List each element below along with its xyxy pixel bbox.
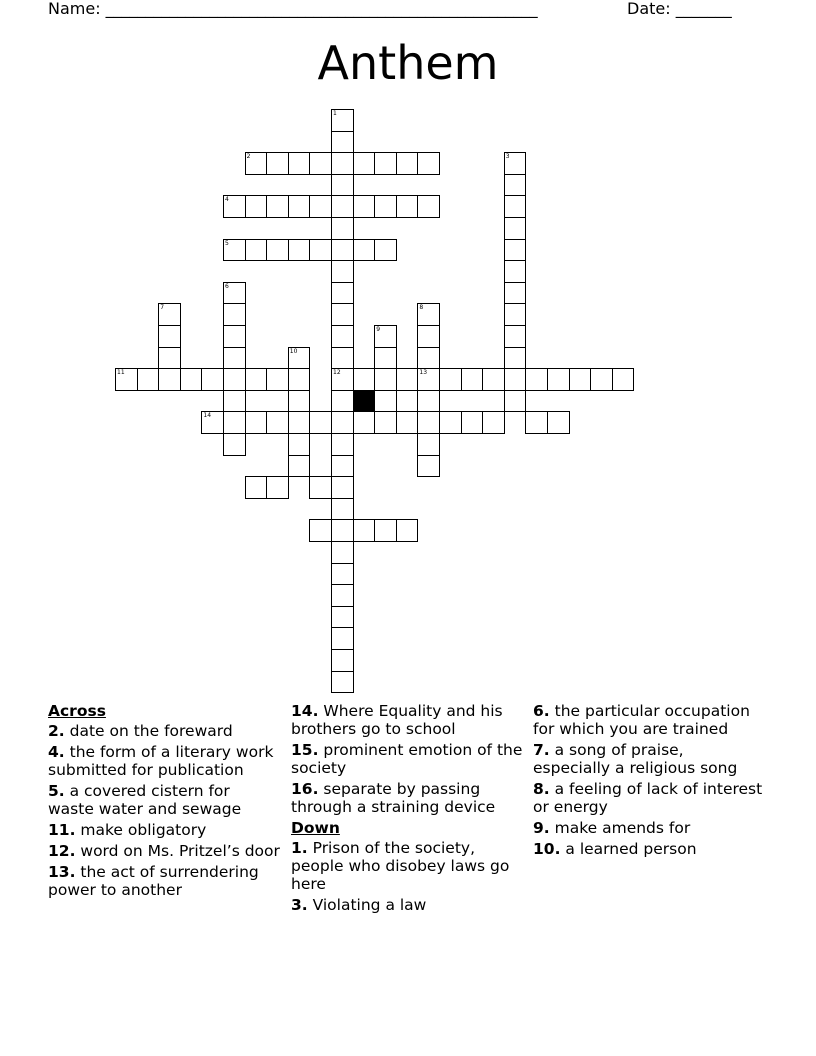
grid-cell[interactable]	[547, 368, 570, 391]
clue-number: 12	[333, 369, 341, 377]
grid-cell[interactable]	[331, 152, 354, 175]
clue-number: 5	[225, 239, 229, 247]
grid-cell[interactable]	[266, 368, 289, 391]
grid-cell[interactable]	[309, 239, 332, 262]
grid-cell[interactable]	[504, 325, 527, 348]
grid-cell[interactable]	[374, 325, 397, 348]
grid-cell[interactable]	[525, 368, 548, 391]
clue-down-1: 1. Prison of the society, people who disobey laws go here	[291, 839, 510, 893]
clue-across-16: 16. separate by passing through a straining device	[291, 780, 496, 816]
grid-cell[interactable]	[417, 325, 440, 348]
grid-cell[interactable]	[331, 368, 354, 391]
grid-cell[interactable]	[396, 519, 419, 542]
grid-cell[interactable]	[353, 195, 376, 218]
clue-across-14: 14. Where Equality and his brothers go to school	[291, 702, 503, 738]
grid-cell[interactable]	[417, 368, 440, 391]
grid-cell[interactable]	[612, 368, 635, 391]
grid-cell[interactable]	[266, 411, 289, 434]
clue-across-4: 4. the form of a literary work submitted for publication	[48, 743, 274, 779]
grid-cell[interactable]	[288, 368, 311, 391]
grid-cell[interactable]	[331, 671, 354, 694]
grid-cell[interactable]	[417, 195, 440, 218]
clue-down-6: 6. the particular occupation for which you are trained	[533, 702, 750, 738]
grid-cell[interactable]	[439, 411, 462, 434]
grid-cell[interactable]	[374, 390, 397, 413]
grid-cell[interactable]	[158, 347, 181, 370]
grid-cell[interactable]	[245, 476, 268, 499]
grid-cell[interactable]	[331, 260, 354, 283]
grid-cell[interactable]	[223, 325, 246, 348]
grid-cell[interactable]	[396, 152, 419, 175]
grid-cell[interactable]	[353, 239, 376, 262]
clue-number: 1	[333, 110, 337, 117]
grid-cell[interactable]	[137, 368, 160, 391]
clue-across-2: 2. date on the foreward	[48, 722, 233, 740]
grid-cell[interactable]	[547, 411, 570, 434]
grid-cell[interactable]	[223, 433, 246, 456]
grid-cell[interactable]	[504, 347, 527, 370]
grid-cell[interactable]	[288, 411, 311, 434]
clue-number: 9	[376, 326, 381, 333]
grid-cell[interactable]	[331, 217, 354, 240]
grid-cell[interactable]	[569, 368, 592, 391]
grid-cell[interactable]	[288, 390, 311, 413]
clue-number: 6	[225, 282, 229, 290]
clue-number: 7	[160, 304, 165, 312]
clue-across-15: 15. prominent emotion of the society	[291, 741, 523, 777]
grid-cell[interactable]	[309, 152, 332, 175]
grid-cell[interactable]	[288, 239, 311, 262]
grid-cell[interactable]	[201, 368, 224, 391]
grid-cell[interactable]	[331, 563, 354, 586]
grid-cell[interactable]	[245, 368, 268, 391]
grid-cell[interactable]	[115, 368, 138, 391]
grid-cell[interactable]	[331, 109, 354, 132]
grid-cell[interactable]	[504, 390, 527, 413]
grid-cell[interactable]	[331, 282, 354, 305]
grid-cell[interactable]	[223, 368, 246, 391]
grid-cell[interactable]	[417, 433, 440, 456]
grid-cell[interactable]	[482, 368, 505, 391]
grid-cell[interactable]	[288, 195, 311, 218]
clue-across-13: 13. the act of surrendering power to another	[48, 863, 259, 899]
grid-cell[interactable]	[245, 195, 268, 218]
grid-cell[interactable]	[374, 347, 397, 370]
grid-cell[interactable]	[374, 411, 397, 434]
date-field: Date: _______	[627, 0, 732, 18]
clue-number: 3	[505, 153, 510, 161]
grid-cell[interactable]	[331, 455, 354, 478]
clue-number: 10	[289, 347, 298, 355]
clue-number: 8	[419, 304, 424, 312]
down-heading: Down	[291, 819, 340, 837]
clue-down-10: 10. a learned person	[533, 840, 697, 858]
grid-cell[interactable]	[525, 411, 548, 434]
grid-cell[interactable]	[417, 411, 440, 434]
grid-cell[interactable]	[374, 519, 397, 542]
grid-cell[interactable]	[223, 347, 246, 370]
grid-cell[interactable]	[158, 368, 181, 391]
grid-cell[interactable]	[331, 433, 354, 456]
clue-down-9: 9. make amends for	[533, 819, 691, 837]
clue-number: 14	[203, 412, 212, 420]
grid-cell[interactable]	[374, 152, 397, 175]
grid-cell[interactable]	[417, 303, 440, 326]
grid-cell[interactable]	[461, 368, 484, 391]
grid-cell[interactable]	[504, 260, 527, 283]
grid-cell[interactable]	[417, 347, 440, 370]
grid-cell[interactable]	[266, 239, 289, 262]
grid-cell[interactable]	[374, 239, 397, 262]
clue-number: 2	[246, 153, 251, 161]
grid-cell[interactable]	[396, 411, 419, 434]
grid-cell[interactable]	[331, 195, 354, 218]
grid-cell[interactable]	[396, 195, 419, 218]
grid-cell[interactable]	[504, 303, 527, 326]
clue-down-8: 8. a feeling of lack of interest or energy	[533, 780, 763, 816]
grid-cell[interactable]	[288, 433, 311, 456]
grid-cell[interactable]	[504, 174, 527, 197]
grid-cell[interactable]	[331, 541, 354, 564]
grid-cell[interactable]	[266, 195, 289, 218]
clue-down-3: 3. Violating a law	[291, 896, 427, 914]
grid-cell[interactable]	[245, 152, 268, 175]
grid-cell[interactable]	[374, 368, 397, 391]
grid-cell[interactable]	[309, 519, 332, 542]
grid-cell[interactable]	[223, 195, 246, 218]
clue-across-12: 12. word on Ms. Pritzel’s door	[48, 842, 280, 860]
grid-cell[interactable]	[396, 368, 419, 391]
grid-cell[interactable]	[266, 476, 289, 499]
grid-cell[interactable]	[417, 152, 440, 175]
grid-cell[interactable]	[353, 411, 376, 434]
across-heading: Across	[48, 702, 106, 720]
grid-cell[interactable]	[504, 368, 527, 391]
grid-cell[interactable]	[331, 303, 354, 326]
clue-across-11: 11. make obligatory	[48, 821, 207, 839]
grid-cell[interactable]	[331, 519, 354, 542]
grid-cell[interactable]	[504, 217, 527, 240]
grid-cell[interactable]	[223, 303, 246, 326]
name-field: Name: ______________________________________________________	[48, 0, 538, 18]
grid-cell[interactable]	[504, 152, 527, 175]
grid-cell[interactable]	[353, 519, 376, 542]
grid-cell[interactable]	[245, 239, 268, 262]
grid-cell[interactable]	[417, 455, 440, 478]
clue-number: 4	[225, 196, 229, 204]
grid-cell[interactable]	[158, 325, 181, 348]
grid-cell[interactable]	[504, 282, 527, 305]
clues-column-1	[48, 702, 280, 902]
grid-cell[interactable]	[331, 174, 354, 197]
grid-cell[interactable]	[417, 390, 440, 413]
grid-cell[interactable]	[331, 498, 354, 521]
grid-cell[interactable]	[504, 195, 527, 218]
clues-column-3	[533, 702, 765, 861]
grid-cell[interactable]	[245, 411, 268, 434]
grid-cell[interactable]	[180, 368, 203, 391]
grid-cell[interactable]	[331, 411, 354, 434]
clue-across-5: 5. a covered cistern for waste water and sewage	[48, 782, 242, 818]
clue-number: 11	[117, 369, 125, 377]
puzzle-title: Anthem	[317, 36, 499, 90]
grid-cell[interactable]	[309, 476, 332, 499]
grid-cell[interactable]	[288, 347, 311, 370]
grid-cell[interactable]	[331, 239, 354, 262]
grid-cell[interactable]	[353, 152, 376, 175]
grid-cell[interactable]	[482, 411, 505, 434]
grid-cell[interactable]	[331, 131, 354, 154]
grid-cell[interactable]	[353, 368, 376, 391]
grid-cell[interactable]	[331, 584, 354, 607]
grid-cell[interactable]	[223, 239, 246, 262]
grid-cell[interactable]	[223, 411, 246, 434]
clues-column-2	[291, 702, 523, 917]
grid-cell[interactable]	[266, 152, 289, 175]
grid-cell[interactable]	[158, 303, 181, 326]
grid-cell[interactable]	[461, 411, 484, 434]
grid-cell[interactable]	[374, 195, 397, 218]
grid-cell[interactable]	[309, 195, 332, 218]
grid-cell[interactable]	[288, 455, 311, 478]
grid-cell[interactable]	[331, 627, 354, 650]
grid-cell[interactable]	[331, 606, 354, 629]
grid-cell[interactable]	[201, 411, 224, 434]
clue-number: 13	[419, 369, 428, 377]
grid-cell[interactable]	[309, 411, 332, 434]
grid-cell[interactable]	[504, 239, 527, 262]
clue-down-7: 7. a song of praise, especially a religious song	[533, 741, 738, 777]
grid-cell[interactable]	[331, 649, 354, 672]
grid-cell[interactable]	[223, 390, 246, 413]
grid-cell[interactable]	[331, 476, 354, 499]
grid-cell[interactable]	[288, 152, 311, 175]
grid-cell[interactable]	[331, 390, 354, 413]
grid-cell[interactable]	[331, 325, 354, 348]
grid-cell[interactable]	[590, 368, 613, 391]
grid-cell[interactable]	[223, 282, 246, 305]
grid-cell[interactable]	[331, 347, 354, 370]
grid-block	[353, 390, 376, 413]
grid-cell[interactable]	[439, 368, 462, 391]
